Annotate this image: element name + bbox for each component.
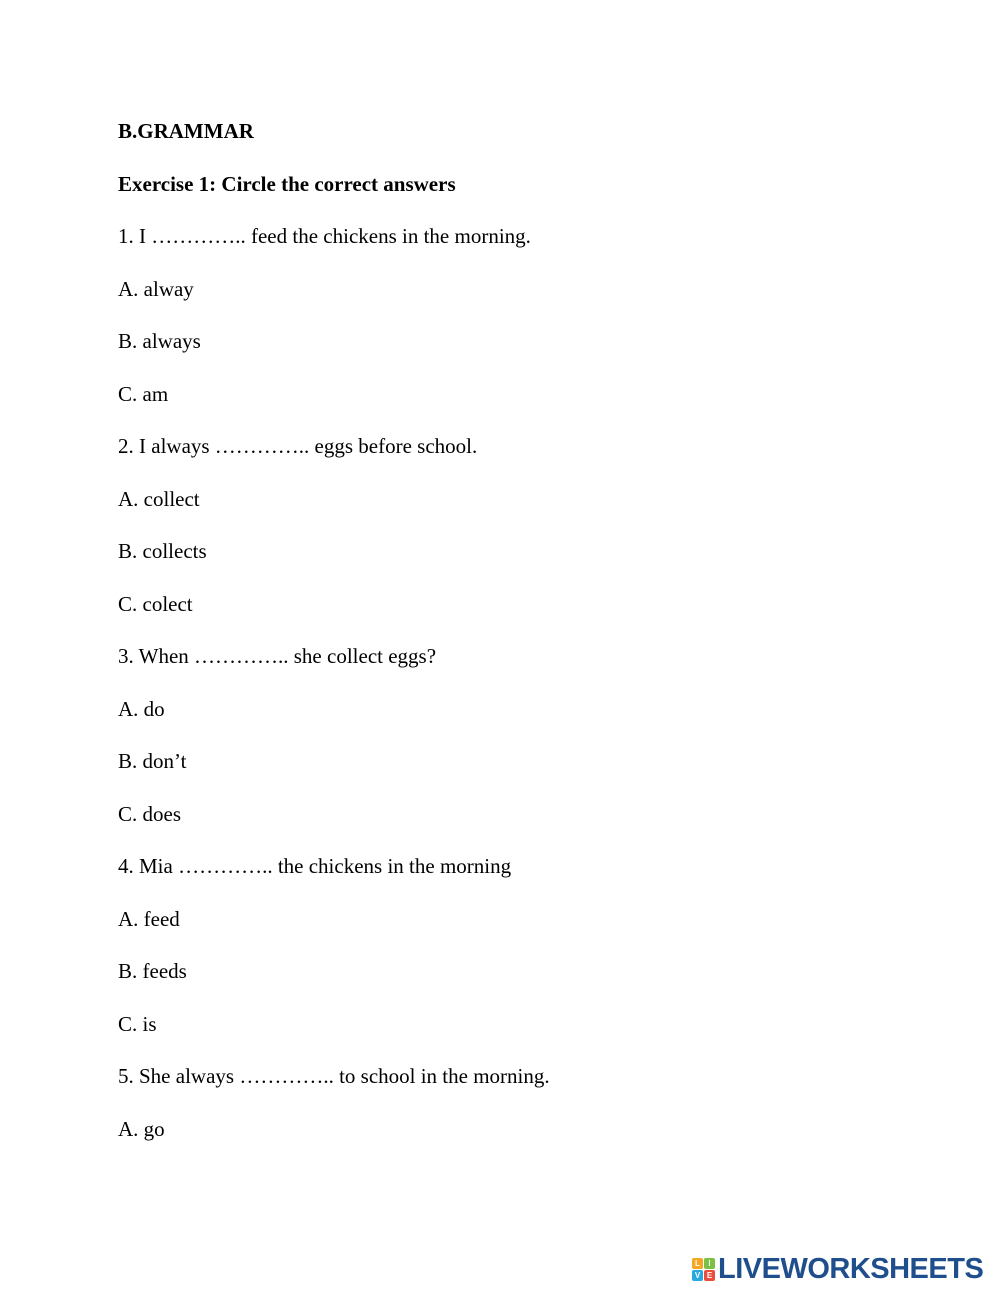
question-2-prompt: 2. I always ………….. eggs before school. — [118, 434, 478, 458]
logo-tile-v: V — [692, 1270, 703, 1281]
section-title: B.GRAMMAR — [118, 119, 254, 143]
question-2-option-c[interactable]: C. colect — [118, 592, 193, 616]
liveworksheets-logo — [692, 1253, 983, 1285]
logo-tile-e: E — [704, 1270, 715, 1281]
question-3-option-c[interactable]: C. does — [118, 802, 181, 826]
question-1-prompt: 1. I ………….. feed the chickens in the morning. — [118, 224, 531, 248]
logo-tile-i: I — [704, 1258, 715, 1269]
question-5-option-a[interactable]: A. go — [118, 1117, 165, 1141]
liveworksheets-wordmark: LIVEWORKSHEETS — [718, 1253, 984, 1285]
liveworksheets-logo-icon — [692, 1258, 715, 1281]
question-3-option-a[interactable]: A. do — [118, 697, 165, 721]
question-2-option-a[interactable]: A. collect — [118, 487, 200, 511]
exercise-title: Exercise 1: Circle the correct answers — [118, 172, 456, 196]
question-4-option-a[interactable]: A. feed — [118, 907, 180, 931]
question-4-option-c[interactable]: C. is — [118, 1012, 157, 1036]
question-1-option-c[interactable]: C. am — [118, 382, 169, 406]
question-1-option-b[interactable]: B. always — [118, 329, 201, 353]
question-4-prompt: 4. Mia ………….. the chickens in the morning — [118, 854, 512, 878]
question-1-option-a[interactable]: A. alway — [118, 277, 194, 301]
question-3-prompt: 3. When ………….. she collect eggs? — [118, 644, 437, 668]
question-2-option-b[interactable]: B. collects — [118, 539, 207, 563]
logo-tile-l: L — [692, 1258, 703, 1269]
question-3-option-b[interactable]: B. don’t — [118, 749, 187, 773]
question-4-option-b[interactable]: B. feeds — [118, 959, 187, 983]
question-5-prompt: 5. She always ………….. to school in the morning. — [118, 1064, 550, 1088]
